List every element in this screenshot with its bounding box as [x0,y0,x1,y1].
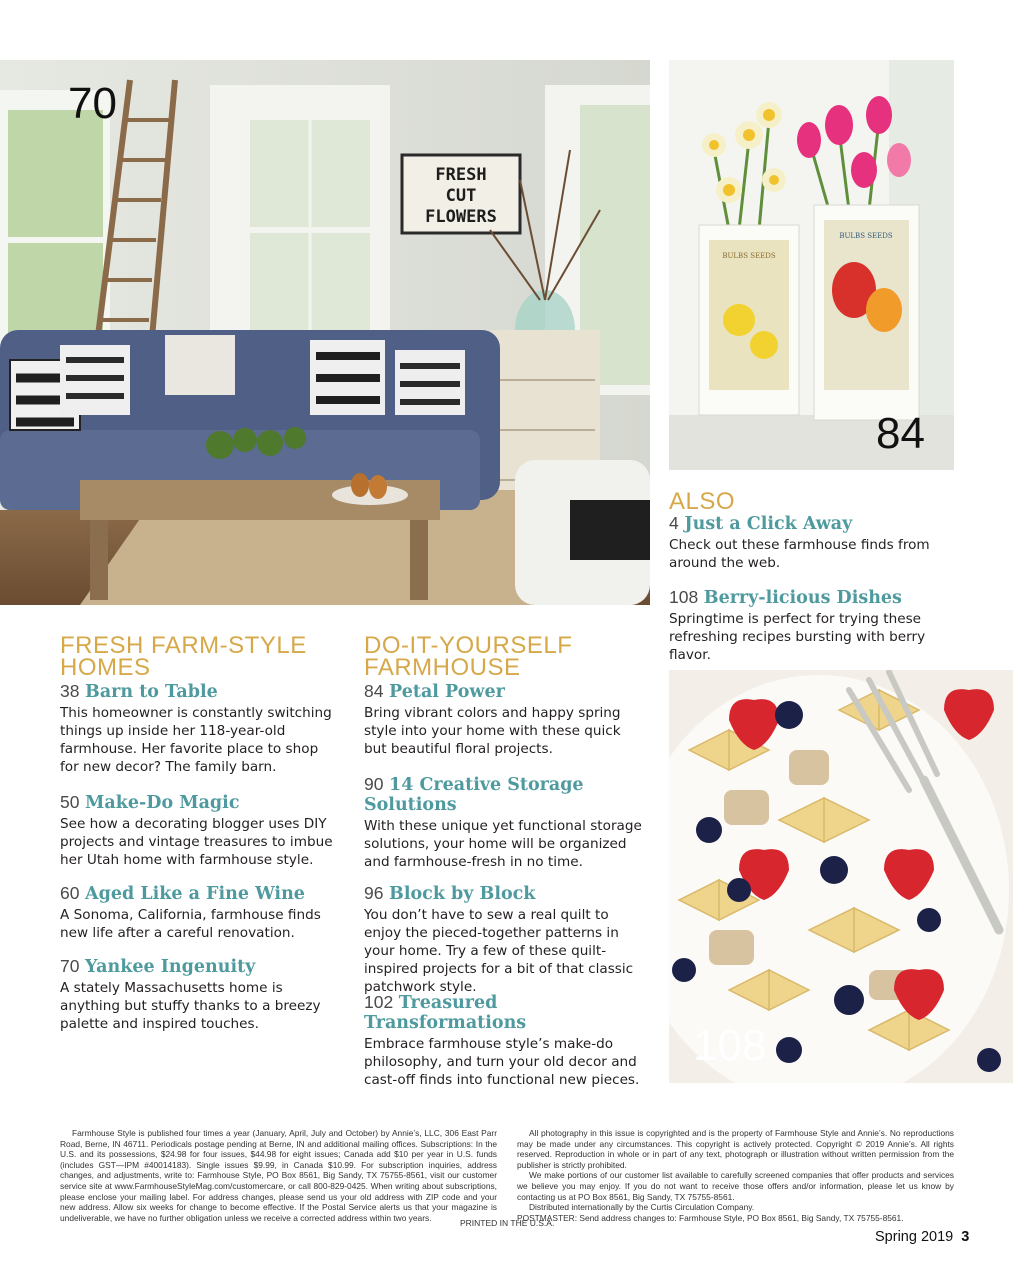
copyright-info [517,1128,954,1223]
entry-description: A stately Massachusetts home is anything but stuffy thanks to a breezy palette and inspired touches. [60,980,321,1032]
living-room-photo [0,60,650,605]
toc-entry-berry-licious-dishes[interactable] [669,587,959,664]
entry-page-number: 38 [60,681,80,701]
printed-in-usa: PRINTED IN THE U.S.A. [460,1218,555,1228]
section-title-diy: DO-IT-YOURSELF FARMHOUSE [364,632,573,681]
entry-page-number: 96 [364,883,384,903]
toc-entry-creative-storage-solutions[interactable] [364,774,644,871]
entry-page-number: 108 [669,587,699,607]
entry-page-number: 50 [60,792,80,812]
toc-entry-barn-to-table[interactable] [60,681,340,776]
postmaster-paragraph: POSTMASTER: Send address changes to: Farmhouse Style, PO Box 8561, Big Sandy, TX 75755-8561. [517,1212,904,1223]
entry-title: Berry-licious Dishes [703,588,902,608]
entry-description: With these unique yet functional storage solutions, your home will be organized and farmhouse-fresh in no time. [364,818,642,870]
entry-page-number: 84 [364,681,384,701]
sign-line-2: CUT [445,186,477,206]
entry-description: You don’t have to sew a real quilt to enjoy the pieced-together patterns in your home. Try a few of these quilt-inspired projects for a bit of that classic patchwork style. [364,907,634,995]
entry-title: Treasured Transformations [364,993,527,1033]
entry-description: Bring vibrant colors and happy spring style into your home with these quick but beautiful floral projects. [364,705,621,757]
section-title-homes: FRESH FARM-STYLE HOMES [60,632,307,681]
publication-info-text: Farmhouse Style is published four times a year (January, April, July and October) by Annie’s, LLC, 306 East Parr Road, Berne, IN 46711. Periodicals postage pending at Berne, IN and additional mailing offices. Subscriptions: In the U.S. and its possessions, $24.98 for four issues, $44.98 for eight issues; Canada add $10 per year in U.S. funds (includes GST—IPM #40014183). Single issues $9.99, in Canada $10.99. For subscription inquiries, address changes, and adjustments, write to: Farmhouse Style, PO Box 8561, Big Sandy, TX 75755-8561, visit our customer service site at www.FarmhouseStyleMag.com/customercare, or call 800-829-0425. When writing about subscriptions, please enclose your mailing label. For address changes, please send us your old address with ZIP code and your new address. Allow six weeks for change to become effective. If the Postal Service alerts us that your magazine is undeliverable, we have no further obligation unless we receive a corrected address within two years. [60,1128,497,1223]
photo-page-number-70: 70 [68,79,117,128]
entry-title: Make-Do Magic [85,793,240,813]
toc-entry-just-a-click-away[interactable] [669,513,949,572]
toc-entry-petal-power[interactable] [364,681,644,758]
entry-title: Just a Click Away [684,514,853,534]
publication-info [60,1128,497,1223]
entry-title: Block by Block [389,884,536,904]
page-number: 3 [961,1229,970,1245]
entry-description: Springtime is perfect for trying these refreshing recipes bursting with berry flavor. [669,611,926,663]
toc-entry-aged-like-a-fine-wine[interactable] [60,883,340,942]
sign-line-3: FLOWERS [425,207,497,227]
entry-title: Petal Power [389,682,505,702]
entry-description: Embrace farmhouse style’s make-do philosophy, and turn your old decor and cast-off finds into functional new pieces. [364,1036,640,1088]
entry-title: Yankee Ingenuity [85,957,256,977]
toc-entry-block-by-block[interactable] [364,883,644,996]
issue-label: Spring 2019 [875,1229,954,1245]
packet-label-right: BULBS SEEDS [839,232,893,240]
toc-entry-make-do-magic[interactable] [60,792,340,869]
packet-label-left: BULBS SEEDS [722,252,776,260]
entry-title: Aged Like a Fine Wine [85,884,305,904]
entry-page-number: 60 [60,883,80,903]
page-folio [875,1229,969,1245]
entry-title: Barn to Table [85,682,218,702]
photo-page-number-84: 84 [876,409,925,458]
entry-title: 14 Creative Storage Solutions [364,775,584,815]
sign-line-1: FRESH [435,165,487,185]
entry-page-number: 90 [364,774,384,794]
entry-page-number: 102 [364,992,394,1012]
entry-description: A Sonoma, California, farmhouse finds new life after a careful renovation. [60,907,321,941]
entry-page-number: 70 [60,956,80,976]
mailing-list-paragraph: We make portions of our customer list available to carefully screened companies that offer products and services we believe you may enjoy. If you do not want to receive those offers and/or information, please let us know by contacting us at PO Box 8561, Big Sandy, TX 75755-8561. [517,1170,954,1202]
entry-description: This homeowner is constantly switching things up inside her 118-year-old farmhouse. Her favorite place to shop for new decor? The family barn. [60,705,332,775]
entry-page-number: 4 [669,513,679,533]
toc-entry-treasured-transformations[interactable] [364,992,644,1089]
distribution-paragraph: Distributed internationally by the Curtis Circulation Company. [529,1202,755,1213]
toc-entry-yankee-ingenuity[interactable] [60,956,340,1033]
photo-page-number-108: 108 [693,1021,767,1070]
section-title-also: ALSO [669,488,736,515]
copyright-paragraph: All photography in this issue is copyrighted and is the property of Farmhouse Style and Annie’s. No reproductions may be made under any circumstances. This copyright is actively protected. Copyright © 2019 Annie’s. All rights reserved. Reproduction in whole or in part of any text, photograph or illustration without written permission from the publisher is strictly prohibited. [517,1128,954,1170]
entry-description: Check out these farmhouse finds from around the web. [669,537,930,571]
entry-description: See how a decorating blogger uses DIY projects and vintage treasures to imbue her Utah home with farmhouse style. [60,816,333,868]
living-room-illustration [0,60,650,605]
